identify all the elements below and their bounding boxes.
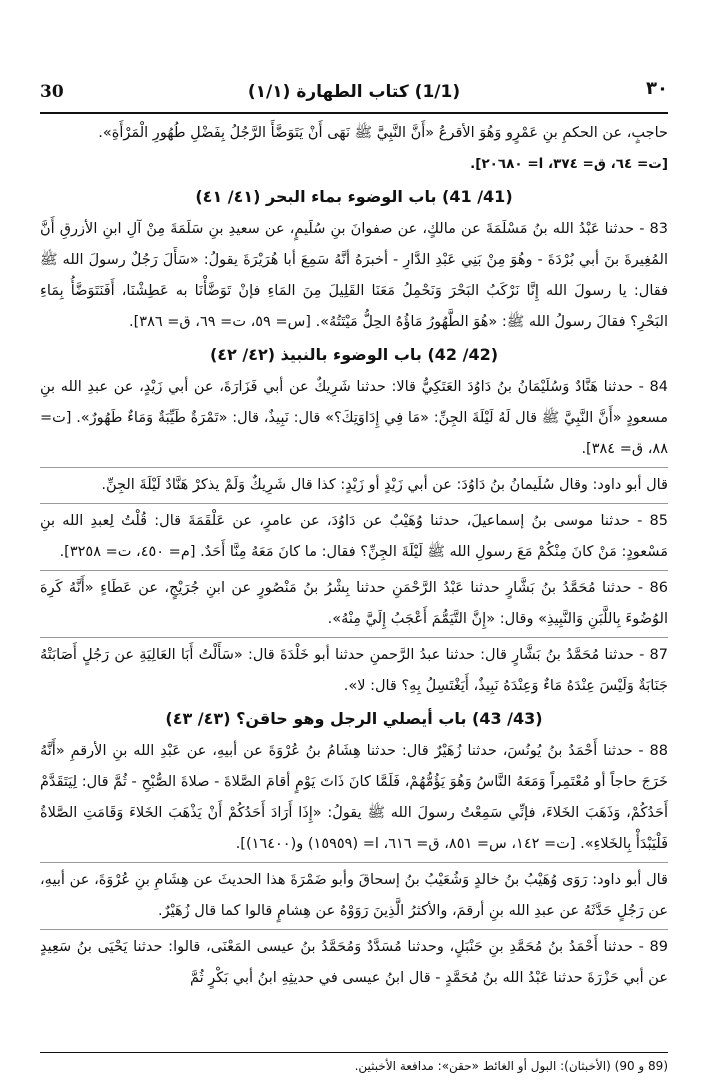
- divider: [40, 929, 668, 930]
- footnote-rule: [40, 1052, 668, 1053]
- chapter-heading: (43/ 43) باب أيصلي الرجل وهو حاقن؟ (٤٣/ ٤٣): [165, 709, 543, 728]
- hadith-83: 83 - حدثنا عَبْدُ الله بنُ مَسْلَمَةَ عن مالكٍ، عن صفوانَ بنِ سُلَيمٍ، عن سعيدِ بنِ سَلَمَةَ مِنْ آلِ ابنِ الأزرقِ أَنَّ المُغِيرةَ بنَ أبي بُرْدَةَ - وهُوَ مِنْ بَنِي عَبْدِ الدَّارِ - أخبرَهُ أنَّهُ سَمِعَ أبا هُرَيْرَةَ يقولُ: «سَأَلَ رَجُلٌ رسولَ الله ﷺ فقال: يا رسولَ الله إِنَّا نَرْكَبُ البَحْرَ وَنَحْمِلُ مَعَنَا القَلِيلَ مِنَ المَاءِ فإنْ تَوَضَّأْنَا به عَطِشْنَا، أَفَنَتَوَضَّأُ بِمَاءِ البَحْرِ؟ فقالَ رسولُ الله ﷺ: «هُوَ الطَّهُورُ مَاؤُهُ الحِلُّ مَيْتَتُهُ». [س= ٥٩، ت= ٦٩، ق= ٣٨٦].: [40, 221, 668, 330]
- page-body: [40, 118, 668, 994]
- hadith-87: 87 - حدثنا مُحَمَّدُ بنُ بَشَّارٍ قال: حدثنا عبدُ الرَّحمنِ حدثنا أبو خَلْدَةَ قال: «سَأَلْتُ أَبَا العَالِيَةِ عن رَجُلٍ أَصَابَتْهُ جَنَابَةٌ وَلَيْسَ عِنْدَهُ مَاءٌ وَعِنْدَهُ نَبِيذٌ، أَيَغْتَسِلُ بِهِ؟ قال: لا».: [40, 647, 668, 694]
- chapter-heading: (41/ 41) باب الوضوء بماء البحر (٤١/ ٤١): [195, 187, 513, 206]
- hadith-88: 88 - حدثنا أَحْمَدُ بنُ يُونُسَ، حدثنا زُهَيْرٌ قال: حدثنا هِشَامُ بنُ عُرْوَةَ عن أبيهِ، عن عَبْدِ الله بنِ الأرقمِ «أَنَّهُ خَرَجَ حاجاً أو مُعْتَمِراً وَمَعَهُ النَّاسُ وَهُوَ يَؤُمُّهُمْ، فَلَمَّا كانَ ذَاتَ يَوْمٍ أقامَ الصَّلاةَ - صلاةَ الصُّبْحِ - ثُمَّ قال: لِيَتَقَدَّمْ أَحَدُكُمْ، وَذَهَبَ الخَلاءَ، فإنِّي سَمِعْتُ رسولَ الله ﷺ يقولُ: «إِذَا أَرَادَ أَحَدُكُمْ أَنْ يَذْهَبَ الخَلاءَ وَقَامَتِ الصَّلاةُ فَلْيَبْدَأْ بِالخَلاءِ». [ت= ١٤٢، س= ٨٥١، ق= ٦١٦، ا= (١٥٩٥٩) و(١٦٤٠٠)].: [40, 743, 668, 852]
- reference-line: [ت= ٦٤، ق= ٣٧٤، ا= ٢٠٦٨٠].: [470, 156, 668, 172]
- divider: [40, 862, 668, 863]
- abu-dawud-comment: قال أبو داود: وقال سُلَيمانُ بنُ دَاوُدَ: عن أبي زَيْدٍ أو زَيْدٍ: كذا قال شَرِيكٌ وَلَمْ يذكرْ هَنَّادٌ لَيْلَةَ الجِنِّ.: [101, 477, 668, 493]
- hadith-86: 86 - حدثنا مُحَمَّدُ بنُ بَشَّارٍ حدثنا عَبْدُ الرَّحْمَنِ حدثنا بِشْرُ بنُ مَنْصُورٍ عن ابنِ جُرَيْجٍ، عن عَطَاءٍ «أَنَّهُ كَرِهَ الوُضُوءَ بِاللَّبَنِ وَالنَّبِيذِ» وقال: «إِنَّ التَّيَمُّمَ أَعْجَبُ إِلَيَّ مِنْهُ».: [40, 580, 668, 627]
- hadith-84: 84 - حدثنا هَنَّادٌ وَسُلَيْمَانُ بنُ دَاوُدَ العَتَكِيُّ قالا: حدثنا شَرِيكٌ عن أبي فَزَارَةَ، عن أبي زَيْدٍ، عن عبدِ الله بنِ مسعودٍ «أَنَّ النَّبِيَّ ﷺ قال لَهُ لَيْلَةَ الجِنِّ: «مَا فِي إِدَاوَتِكَ؟» قال: نَبِيذٌ، قال: «تَمْرَةٌ طَيِّبَةٌ وَمَاءٌ طَهُورٌ». [ت= ٨٨، ق= ٣٨٤].: [40, 379, 668, 457]
- hadith-89: 89 - حدثنا أَحْمَدُ بنُ مُحَمَّدِ بنِ حَنْبَلٍ، وحدثنا مُسَدَّدٌ وَمُحَمَّدُ بنُ عيسى المَعْنَى، قالوا: حدثنا يَحْيَى بنُ سَعِيدٍ عن أبي حَزْرَةَ حدثنا عَبْدُ الله بنُ مُحَمَّدٍ - قال ابنُ عيسى في حديثِهِ ابنُ أبي بَكْرٍ ثُمَّ: [40, 939, 668, 986]
- page-number-arabic: ٣٠: [646, 78, 668, 99]
- abu-dawud-comment: قال أبو داود: رَوَى وُهَيْبُ بنُ خالدٍ وَشُعَيْبُ بنُ إسحاقَ وأبو ضَمْرَةَ هذا الحديثَ عن هِشَامِ بنِ عُرْوَةَ، عن أبيهِ، عن رَجُلٍ حَدَّثَهُ عن عبدِ الله بنِ أرقمَ، والأكثرُ الَّذِينَ رَوَوْهُ عن هِشامٍ قالوا كما قال زُهَيْرٌ.: [40, 872, 668, 919]
- divider: [40, 503, 668, 504]
- running-title: (1/1) كتاب الطهارة (١/١): [247, 82, 461, 102]
- divider: [40, 467, 668, 468]
- page-header: [40, 78, 668, 114]
- chapter-heading: (42/ 42) باب الوضوء بالنبيذ (٤٢/ ٤٢): [209, 345, 499, 364]
- divider: [40, 570, 668, 571]
- paragraph: حاجبٍ، عن الحكمِ بنِ عَمْرٍو وَهُوَ الأقرعُ «أَنَّ النَّبِيَّ ﷺ نَهَى أَنْ يَتَوَضَّأَ الرَّجُلُ بِفَضْلِ طُهُورِ الْمَرْأَةِ».: [98, 125, 668, 141]
- page-number-latin: 30: [40, 82, 64, 102]
- footnote: (89 و 90) (الأخبثان): البول أو الغائط «حقن»: مدافعة الأخبثين.: [354, 1059, 668, 1073]
- hadith-85: 85 - حدثنا موسى بنُ إسماعيلَ، حدثنا وُهَيْبٌ عن دَاوُدَ، عن عامرٍ، عن عَلْقَمَةَ قال: قُلْتُ لِعبدِ الله بنِ مَسْعودٍ: مَنْ كانَ مِنْكُمْ مَعَ رسولِ الله ﷺ لَيْلَةَ الجِنِّ؟ فقال: ما كانَ مَعَهُ مِنَّا أَحَدٌ. [م= ٤٥٠، ت= ٣٢٥٨].: [40, 513, 668, 560]
- divider: [40, 637, 668, 638]
